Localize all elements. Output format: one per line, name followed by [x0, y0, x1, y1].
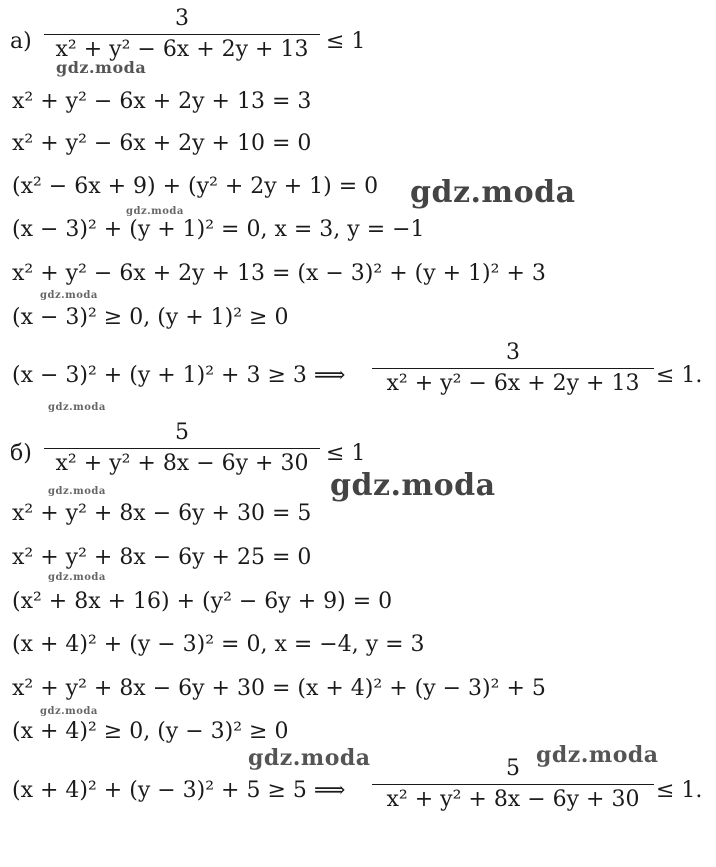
part-a-inequality-fraction [44, 6, 320, 63]
part-a-conclusion-fraction [372, 340, 654, 397]
part-a-line-2: x² + y² − 6x + 2y + 10 = 0 [12, 131, 312, 156]
part-a-numerator: 3 [175, 6, 189, 31]
part-a-conclusion-denominator: x² + y² − 6x + 2y + 13 [386, 371, 640, 396]
part-b-line-6: (x + 4)² ≥ 0, (y − 3)² ≥ 0 [12, 719, 289, 744]
part-b-numerator: 5 [175, 420, 189, 445]
part-b-conclusion-numerator: 5 [506, 756, 520, 781]
watermark: gdz.moda [40, 706, 98, 717]
part-b-line-2: x² + y² + 8x − 6y + 25 = 0 [12, 545, 312, 570]
watermark: gdz.moda [248, 745, 371, 771]
watermark: gdz.moda [330, 468, 496, 503]
part-a-line-3: (x² − 6x + 9) + (y² + 2y + 1) = 0 [12, 174, 379, 199]
watermark: gdz.moda [40, 290, 98, 301]
watermark: gdz.moda [410, 175, 576, 210]
watermark: gdz.moda [536, 742, 659, 768]
part-a-conclusion-numerator: 3 [506, 340, 520, 365]
part-a-line-5: x² + y² − 6x + 2y + 13 = (x − 3)² + (y + 1)² + 3 [12, 261, 546, 286]
watermark: gdz.moda [126, 206, 184, 217]
part-a-inequality-rhs: ≤ 1 [326, 29, 366, 54]
watermark: gdz.moda [48, 572, 106, 583]
part-b-line-5: x² + y² + 8x − 6y + 30 = (x + 4)² + (y − 3)² + 5 [12, 676, 546, 701]
part-a-conclusion-rhs: ≤ 1. [656, 363, 703, 388]
part-a-line-7-left: (x − 3)² + (y + 1)² + 3 ≥ 3 ⟹ [12, 363, 346, 388]
part-b-conclusion-denominator: x² + y² + 8x − 6y + 30 [386, 787, 640, 812]
part-a-denominator: x² + y² − 6x + 2y + 13 [55, 37, 309, 62]
part-a-line-4: (x − 3)² + (y + 1)² = 0, x = 3, y = −1 [12, 217, 425, 242]
part-a-line-1: x² + y² − 6x + 2y + 13 = 3 [12, 89, 312, 114]
part-b-line-3: (x² + 8x + 16) + (y² − 6y + 9) = 0 [12, 589, 393, 614]
part-b-line-4: (x + 4)² + (y − 3)² = 0, x = −4, y = 3 [12, 632, 425, 657]
part-b-denominator: x² + y² + 8x − 6y + 30 [55, 451, 309, 476]
part-b-label: б) [10, 441, 32, 466]
part-b-inequality-fraction [44, 420, 320, 477]
part-a-label: а) [10, 29, 32, 54]
part-b-conclusion-rhs: ≤ 1. [656, 778, 703, 803]
part-b-line-7-left: (x + 4)² + (y − 3)² + 5 ≥ 5 ⟹ [12, 778, 346, 803]
part-b-inequality-rhs: ≤ 1 [326, 441, 366, 466]
part-b-line-1: x² + y² + 8x − 6y + 30 = 5 [12, 501, 312, 526]
part-a-line-6: (x − 3)² ≥ 0, (y + 1)² ≥ 0 [12, 305, 289, 330]
watermark: gdz.moda [56, 58, 147, 77]
watermark: gdz.moda [48, 402, 106, 413]
watermark: gdz.moda [48, 486, 106, 497]
